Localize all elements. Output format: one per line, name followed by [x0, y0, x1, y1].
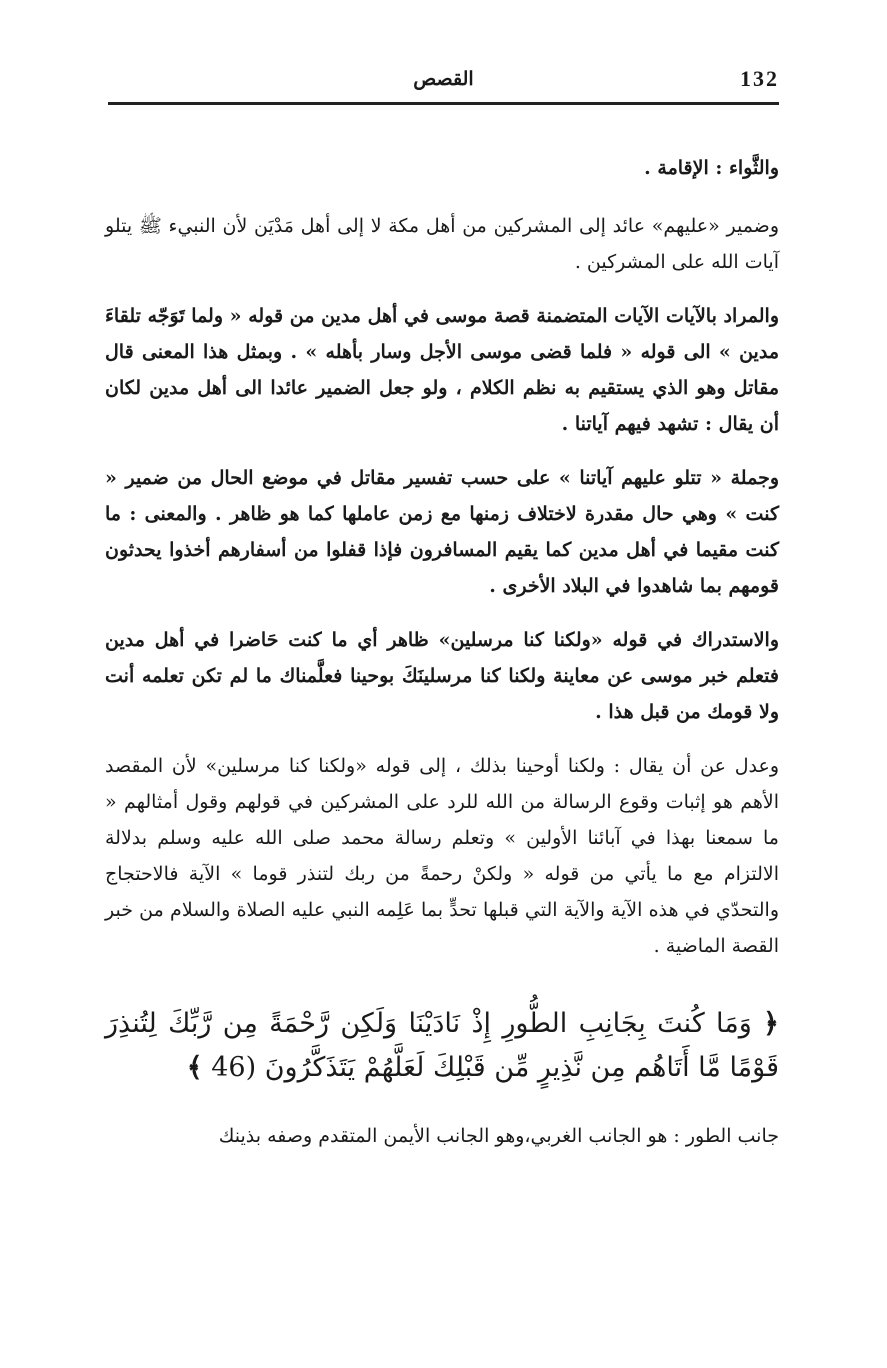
- header-rule: [108, 102, 779, 105]
- verse-number: (46: [211, 1052, 257, 1083]
- paragraph-istidrak: والاستدراك في قوله «ولكنا كنا مرسلين» ظاهر أي ما كنت حَاضرا في أهل مدين فتعلم خبر موسى عن معاينة ولكنا كنا مرسلينَكَ بوحينا فعلَّمناك ما لم تكن تعلمه أنت ولا قومك من قبل هذا .: [105, 629, 779, 723]
- paragraph-tur-explanation: جانب الطور : هو الجانب الغربي،وهو الجانب الأيمن المتقدم وصفه بذينك: [218, 1125, 779, 1147]
- page-number: 132: [740, 66, 779, 91]
- page-header: [108, 62, 779, 102]
- paragraph-meaning-of-verses: والمراد بالآيات الآيات المتضمنة قصة موسى في أهل مدين من قوله « ولما تَوَجّه تلقاءَ مدين » الى قوله « فلما قضى موسى الأجل وسار بأهله » . وبمثل هذا المعنى قال مقاتل وهو الذي يستقيم به نظم الكلام ، ولو جعل الضمير عائدا الى أهل مدين لكان أن يقال : تشهد فيهم آياتنا .: [105, 305, 780, 435]
- quran-verse: [105, 1002, 779, 1090]
- verse-close-ornament: ﴾: [186, 1052, 203, 1083]
- paragraph-thawa: والثَّواء : الإقامة .: [644, 157, 779, 179]
- running-title: القصص: [413, 68, 474, 90]
- paragraph-sentence-recite: وجملة « تتلو عليهم آياتنا » على حسب تفسير مقاتل في موضع الحال من ضمير « كنت » وهي حال مقدرة لاختلاف زمنها مع زمن عاملها كما هو ظاهر . والمعنى : ما كنت مقيما في أهل مدين كما يقيم المسافرون فإذا قفلوا من أسفارهم أخذوا يحدثون قومهم بما شاهدوا في البلاد الأخرى .: [105, 467, 779, 597]
- paragraph-pronoun: وضمير «عليهم» عائد إلى المشركين من أهل مكة لا إلى أهل مَدْيَن لأن النبيء ﷺ يتلو آيات الله على المشركين .: [105, 215, 779, 273]
- paragraph-deviation: وعدل عن أن يقال : ولكنا أوحينا بذلك ، إلى قوله «ولكنا كنا مرسلين» لأن المقصد الأهم هو إثبات وقوع الرسالة من الله للرد على المشركين في قولهم وقول أمثالهم « ما سمعنا بهذا في آبائنا الأولين » وتعلم رسالة محمد صلى الله عليه وسلم بدلالة الالتزام مع ما يأتي من قوله « ولكنْ رحمةً من ربك لتنذر قوما » الآية فالاحتجاج والتحدّي في هذه الآية والآية التي قبلها تحدٍّ بما عَلِمه النبي عليه الصلاة والسلام من خبر القصة الماضية .: [105, 755, 779, 957]
- verse-text: وَمَا كُنتَ بِجَانِبِ الطُّورِ إِذْ نَادَيْنَا وَلَكِن رَّحْمَةً مِن رَّبِّكَ لِتُنذِرَ قَوْمًا مَّا أَتَاهُم مِن نَّذِيرٍ مِّن قَبْلِكَ لَعَلَّهُمْ يَتَذَكَّرُونَ: [105, 1008, 779, 1083]
- page-body: [105, 150, 779, 1154]
- verse-open-ornament: ﴿: [763, 1008, 779, 1039]
